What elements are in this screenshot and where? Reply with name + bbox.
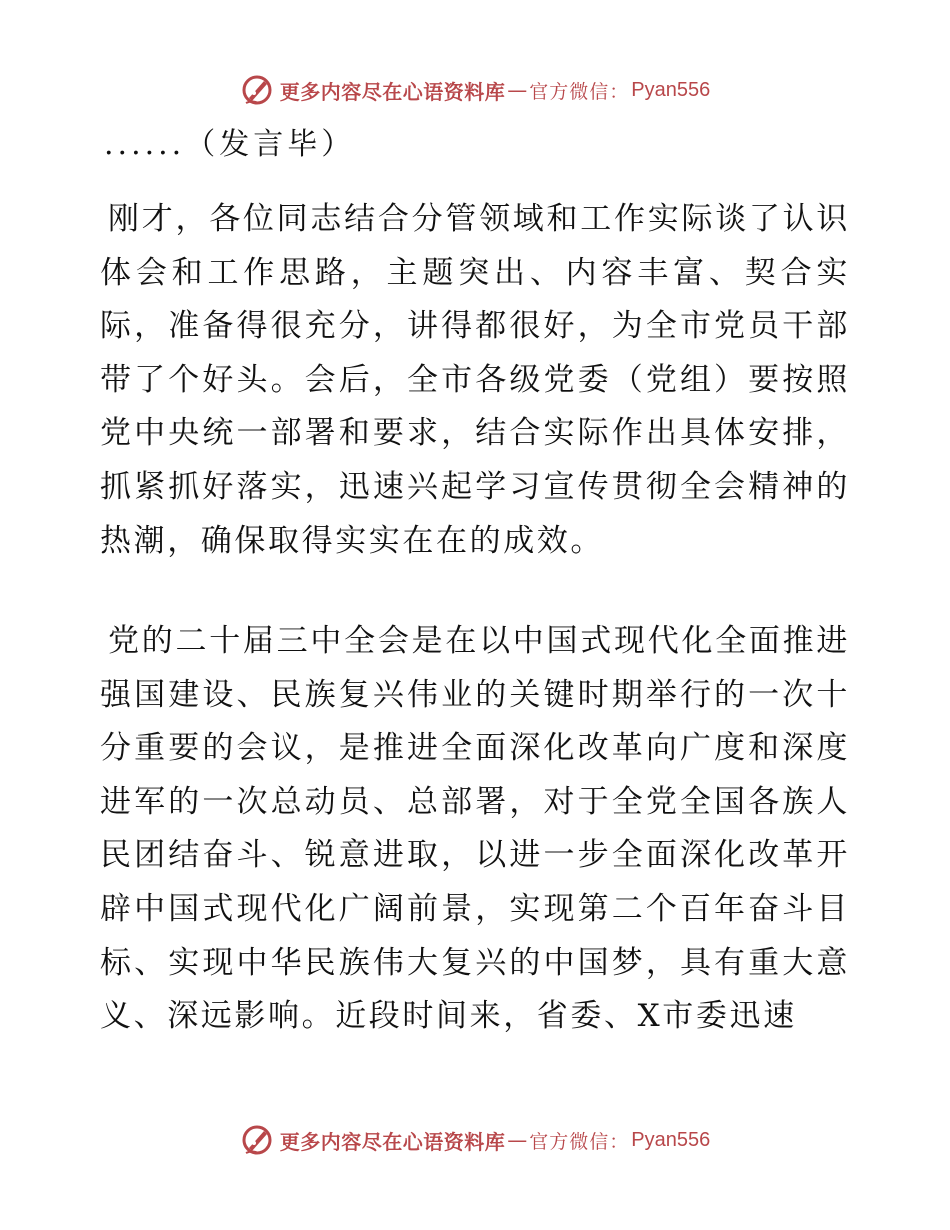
banner-wechat-label: 官方微信： [529,1130,630,1153]
speech-end-marker: ......（发言毕） [104,127,356,162]
footer-banner [0,1120,950,1160]
banner-dash: — [507,78,528,102]
header-banner [0,70,950,110]
banner-brand-text: 更多内容尽在心语资料库 [279,1129,506,1154]
paragraph-plenary-significance: 党的二十届三中全会是在以中国式现代化全面推进强国建设、民族复兴伟业的关键时期举行的一次十分重要的会议，是推进全面深化改革向广度和深度进军的一次总动员、总部署，对于全党全国各族人民团结奋斗、锐意进取，以进一步全面深化改革开辟中国式现代化广阔前景，实现第二个百年奋斗目标、实现中华民族伟大复兴的中国梦，具有重大意义、深远影响。近段时间来，省委、X市委迅速 [100,623,850,1035]
banner-wechat-id: Pyan556 [631,78,711,101]
paragraph-closing-remarks: 刚才，各位同志结合分管领域和工作实际谈了认识体会和工作思路，主题突出、内容丰富、契合实际，准备得很充分，讲得都很好，为全市党员干部带了个好头。会后，全市各级党委（党组）要按照党中央统一部署和要求，结合实际作出具体安排，抓紧抓好落实，迅速兴起学习宣传贯彻全会精神的热潮，确保取得实实在在的成效。 [100,201,850,559]
banner-wechat-id: Pyan556 [631,1128,711,1151]
banner-brand-text: 更多内容尽在心语资料库 [279,79,506,104]
banner-dash: — [507,1128,528,1152]
pen-logo-icon [240,1123,274,1157]
banner-wechat-label: 官方微信： [529,80,630,103]
pen-logo-icon [240,73,274,107]
